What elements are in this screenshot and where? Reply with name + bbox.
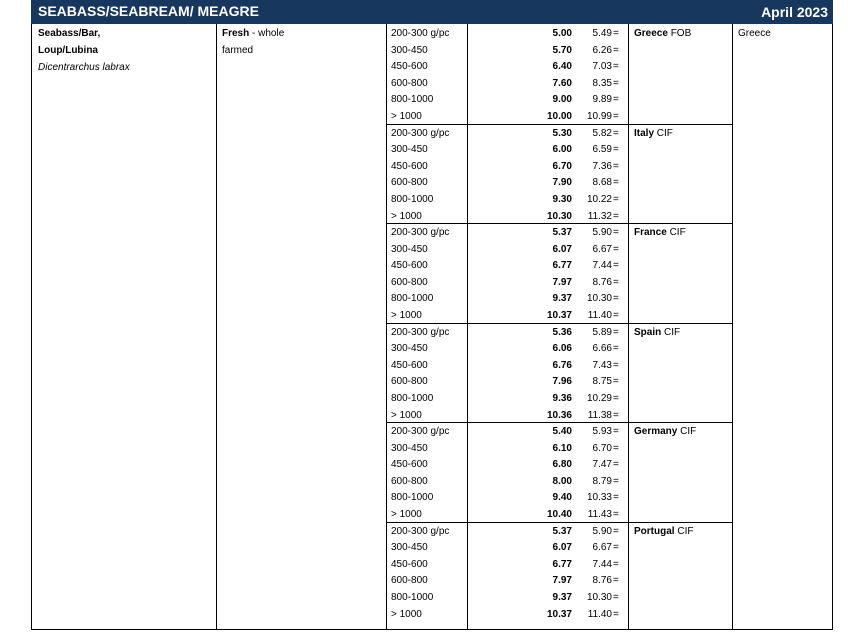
equals-sign: = [613,44,619,56]
price-usd: 8.76 [592,276,612,288]
price-eur: 6.40 [552,61,572,73]
column-divider [732,24,733,630]
price-usd: 5.93 [592,426,612,437]
price-eur: 6.00 [552,144,572,156]
price-eur: 9.37 [552,293,572,305]
equals-sign: = [613,426,619,437]
price-usd: 11.40 [587,310,612,321]
price-usd: 7.36 [592,160,612,172]
price-eur: 9.37 [552,591,572,603]
price-eur: 6.70 [552,160,572,172]
price-usd: 7.44 [592,558,612,570]
price-eur: 5.36 [552,326,572,338]
product-name-line2: Loup/Lubina [38,45,98,56]
size-range: > 1000 [391,509,422,520]
price-eur: 7.96 [552,376,572,388]
size-range: 600-800 [391,276,428,288]
equals-sign: = [613,227,619,238]
price-eur: 10.00 [546,111,572,122]
size-range: 600-800 [391,177,428,189]
size-range: 600-800 [391,475,428,487]
size-range: 300-450 [391,343,428,355]
size-range: 200-300 g/pc [391,426,450,437]
size-range: 200-300 g/pc [391,525,450,537]
product-origin: Greece [738,28,771,39]
price-eur: 9.00 [552,94,572,106]
size-range: > 1000 [391,608,422,620]
equals-sign: = [613,276,619,288]
equals-sign: = [613,260,619,272]
market-label [634,524,693,540]
report-title: SEABASS/SEABREAM/ MEAGRE [38,3,259,19]
equals-sign: = [613,558,619,570]
price-usd: 5.82 [592,127,612,139]
market-terms: FOB [670,28,692,39]
size-range: 600-800 [391,77,428,89]
price-eur: 5.37 [552,227,572,238]
size-range: 300-450 [391,44,428,56]
price-eur: 7.60 [552,77,572,89]
price-usd: 11.32 [587,210,612,222]
price-usd: 7.47 [592,459,612,471]
price-usd: 10.30 [586,591,612,603]
product-form [222,26,284,42]
price-usd: 8.76 [592,575,612,587]
size-range: 200-300 g/pc [391,326,450,338]
equals-sign: = [613,575,619,587]
size-range: 450-600 [391,260,428,272]
report-date: April 2023 [761,4,828,20]
market-country: Germany [634,426,678,437]
equals-sign: = [613,193,619,205]
price-eur: 6.80 [552,459,572,471]
price-eur: 10.37 [546,310,572,321]
price-eur: 8.00 [552,475,572,487]
market-terms: CIF [664,326,681,338]
table-right-border [832,24,833,630]
market-country: Greece [634,28,668,39]
table-bottom-border [31,629,833,630]
price-eur: 9.30 [552,193,572,205]
price-eur: 10.37 [546,608,572,620]
equals-sign: = [613,392,619,404]
price-eur: 7.90 [552,177,572,189]
price-usd: 9.89 [592,94,612,106]
size-range: 800-1000 [391,94,434,106]
product-form-farmed: farmed [222,45,254,56]
price-usd: 10.99 [586,111,612,122]
product-form-whole: - whole [249,28,285,39]
price-usd: 6.59 [592,144,612,156]
market-terms: CIF [656,127,673,139]
price-usd: 8.79 [592,475,612,487]
price-eur: 6.76 [552,359,572,371]
column-divider [216,24,217,630]
size-range: > 1000 [391,409,422,421]
price-eur: 6.07 [552,542,572,554]
price-usd: 11.40 [587,608,612,620]
price-usd: 6.67 [592,542,612,554]
size-range: 800-1000 [391,392,434,404]
equals-sign: = [613,77,619,89]
price-usd: 10.33 [586,492,612,504]
market-label [634,225,686,241]
size-range: 200-300 g/pc [391,227,450,238]
size-range: 450-600 [391,359,428,371]
table-left-border [31,24,32,630]
market-country: Italy [634,127,655,139]
price-eur: 5.40 [552,426,572,437]
price-usd: 5.49 [592,28,612,39]
market-group-divider [386,323,732,324]
equals-sign: = [613,28,619,39]
price-eur: 9.36 [552,392,572,404]
price-usd: 8.75 [592,376,612,388]
price-eur: 6.77 [552,558,572,570]
equals-sign: = [613,509,619,520]
equals-sign: = [613,608,619,620]
product-latin-name: Dicentrarchus labrax [38,62,130,73]
price-eur: 9.40 [552,492,572,504]
size-range: 300-450 [391,442,428,454]
price-eur: 6.77 [552,260,572,272]
price-eur: 5.70 [552,44,572,56]
market-country: Portugal [634,525,675,537]
market-country: France [634,227,667,238]
market-terms: CIF [669,227,686,238]
size-range: 800-1000 [391,492,434,504]
size-range: 800-1000 [391,193,434,205]
equals-sign: = [613,144,619,156]
equals-sign: = [613,210,619,222]
equals-sign: = [613,343,619,355]
size-range: 300-450 [391,144,428,156]
price-eur: 7.97 [552,575,572,587]
price-eur: 6.06 [552,343,572,355]
price-eur: 6.10 [552,442,572,454]
price-usd: 6.66 [592,343,612,355]
price-usd: 5.90 [592,525,612,537]
market-label [634,424,696,440]
price-eur: 6.07 [552,243,572,255]
market-terms: CIF [680,426,697,437]
price-usd: 5.89 [592,326,612,338]
price-usd: 10.29 [586,392,612,404]
size-range: > 1000 [391,111,422,122]
size-range: > 1000 [391,210,422,222]
price-eur: 5.37 [552,525,572,537]
market-label [634,26,691,42]
column-divider [628,24,629,630]
size-range: 450-600 [391,459,428,471]
equals-sign: = [613,542,619,554]
equals-sign: = [613,94,619,106]
size-range: 600-800 [391,575,428,587]
equals-sign: = [613,61,619,73]
price-usd: 6.70 [592,442,612,454]
equals-sign: = [613,111,619,122]
equals-sign: = [613,492,619,504]
size-range: 200-300 g/pc [391,127,450,139]
size-range: 200-300 g/pc [391,28,450,39]
price-usd: 11.38 [587,409,612,421]
price-usd: 7.44 [592,260,612,272]
size-range: 800-1000 [391,591,434,603]
price-usd: 8.68 [592,177,612,189]
size-range: 450-600 [391,61,428,73]
equals-sign: = [613,525,619,537]
market-group-divider [386,223,732,224]
size-range: 450-600 [391,558,428,570]
column-divider [386,24,387,630]
price-usd: 7.03 [592,61,612,73]
price-eur: 10.40 [546,509,572,520]
price-usd: 10.30 [586,293,612,305]
market-group-divider [386,422,732,423]
equals-sign: = [613,177,619,189]
price-usd: 6.26 [592,44,612,56]
equals-sign: = [613,442,619,454]
equals-sign: = [613,591,619,603]
equals-sign: = [613,326,619,338]
market-terms: CIF [677,525,694,537]
size-range: > 1000 [391,310,422,321]
equals-sign: = [613,475,619,487]
size-range: 450-600 [391,160,428,172]
market-country: Spain [634,326,662,338]
price-eur: 5.30 [552,127,572,139]
size-range: 600-800 [391,376,428,388]
price-eur: 7.97 [552,276,572,288]
market-group-divider [386,124,732,125]
price-usd: 6.67 [592,243,612,255]
price-usd: 11.43 [587,509,612,520]
equals-sign: = [613,376,619,388]
equals-sign: = [613,293,619,305]
equals-sign: = [613,243,619,255]
equals-sign: = [613,409,619,421]
market-group-divider [386,522,732,523]
price-eur: 5.00 [552,28,572,39]
market-label [634,325,680,341]
equals-sign: = [613,359,619,371]
size-range: 300-450 [391,243,428,255]
market-label [634,126,673,142]
price-eur: 10.30 [546,210,572,222]
product-name-line1: Seabass/Bar, [38,28,101,39]
price-usd: 5.90 [592,227,612,238]
price-usd: 7.43 [592,359,612,371]
column-divider [467,24,468,630]
equals-sign: = [613,459,619,471]
equals-sign: = [613,127,619,139]
size-range: 300-450 [391,542,428,554]
equals-sign: = [613,160,619,172]
price-eur: 10.36 [546,409,572,421]
report-header [31,0,833,24]
price-usd: 8.35 [592,77,612,89]
product-form-fresh: Fresh [222,28,250,39]
price-usd: 10.22 [586,193,612,205]
equals-sign: = [613,310,619,321]
size-range: 800-1000 [391,293,434,305]
